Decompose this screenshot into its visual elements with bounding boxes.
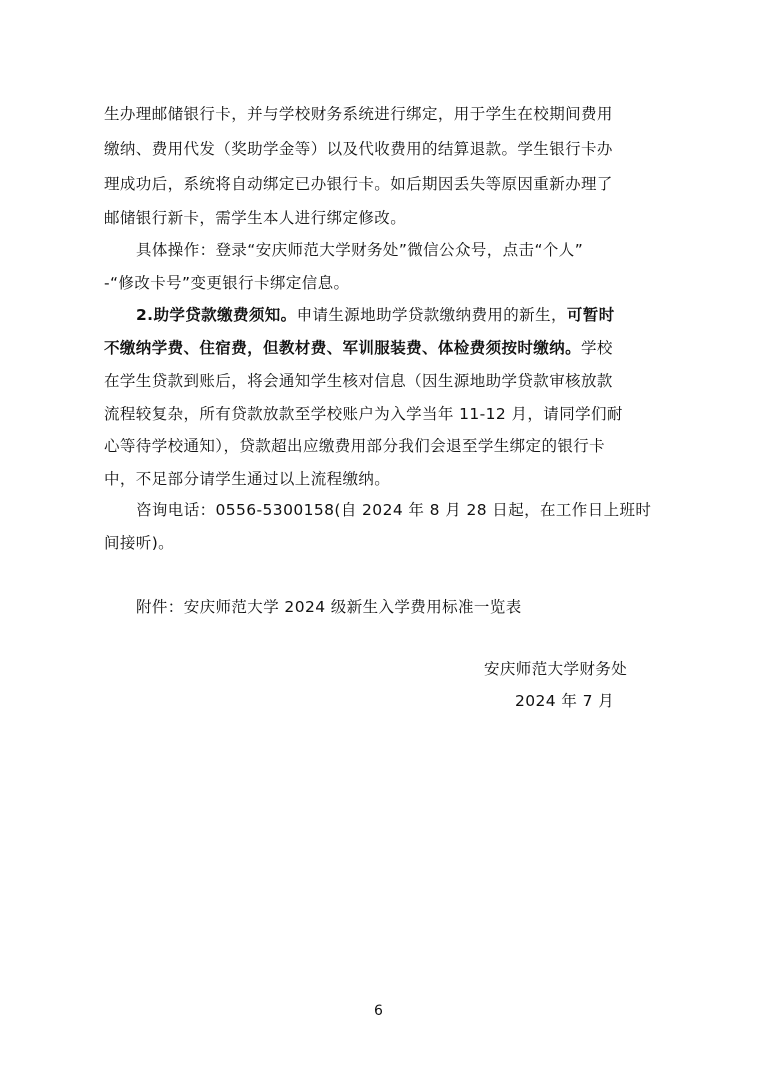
signature-date: 2024 年 7 月	[515, 692, 615, 710]
loan-notice-line: 中，不足部分请学生通过以上流程缴纳。	[104, 470, 391, 488]
signature-org: 安庆师范大学财务处	[484, 660, 628, 678]
loan-notice-line: 在学生贷款到账后，将会通知学生核对信息（因生源地助学贷款审核放款	[104, 372, 613, 390]
operation-steps-line: 具体操作：登录“安庆师范大学财务处”微信公众号，点击“个人”	[136, 241, 584, 259]
loan-notice-line	[104, 338, 613, 358]
paragraph-line: 缴纳、费用代发（奖助学金等）以及代收费用的结算退款。学生银行卡办	[104, 140, 613, 158]
loan-notice-line	[136, 305, 615, 325]
loan-notice-emphasis: 不缴纳学费、住宿费，但教材费、军训服装费、体检费须按时缴纳。	[104, 339, 582, 357]
loan-notice-text: 学校	[581, 339, 613, 357]
loan-notice-text: 申请生源地助学贷款缴纳费用的新生，	[296, 306, 567, 324]
paragraph-line: 邮储银行新卡，需学生本人进行绑定修改。	[104, 209, 407, 227]
paragraph-line: 理成功后，系统将自动绑定已办银行卡。如后期因丢失等原因重新办理了	[104, 175, 613, 193]
attachment-line: 附件：安庆师范大学 2024 级新生入学费用标准一览表	[136, 598, 522, 616]
loan-notice-emphasis: 可暂时	[566, 306, 615, 324]
loan-notice-line: 流程较复杂，所有贷款放款至学校账户为入学当年 11-12 月，请同学们耐	[104, 405, 623, 423]
contact-line: 间接听)。	[104, 534, 175, 552]
loan-notice-heading: 2.助学贷款缴费须知。	[136, 306, 297, 324]
loan-notice-line: 心等待学校通知），贷款超出应缴费用部分我们会退至学生绑定的银行卡	[104, 437, 606, 455]
operation-steps-line: -“修改卡号”变更银行卡绑定信息。	[104, 274, 350, 292]
paragraph-line: 生办理邮储银行卡，并与学校财务系统进行绑定，用于学生在校期间费用	[104, 105, 613, 123]
page-number: 6	[374, 1003, 383, 1019]
contact-line: 咨询电话：0556-5300158(自 2024 年 8 月 28 日起，在工作日上班时	[136, 501, 652, 519]
